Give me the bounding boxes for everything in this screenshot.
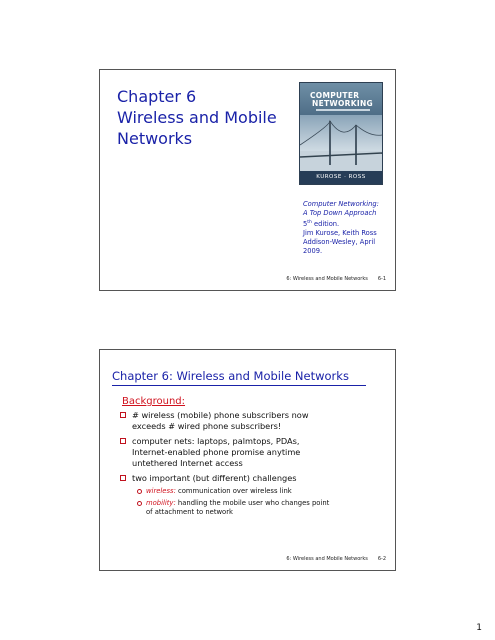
footer-label: 6: Wireless and Mobile Networks — [286, 276, 368, 282]
sub-bullet-item: mobility: handling the mobile user who changes point of attachment to network — [137, 499, 381, 516]
ref-book-line1: Computer Networking: — [303, 200, 379, 208]
slide-2-footer — [286, 556, 386, 562]
cover-subtitle-bar — [316, 109, 370, 111]
bridge-illustration — [300, 115, 382, 171]
bullet-item: # wireless (mobile) phone subscribers now exceeds # wired phone subscribers! — [120, 410, 382, 432]
footer-slide-number: 6-1 — [377, 276, 386, 282]
title-line: Wireless and Mobile — [117, 108, 277, 127]
cover-title-line2: NETWORKING — [312, 99, 373, 108]
ref-edition: 5th edition. — [303, 220, 340, 229]
circle-bullet-icon — [137, 501, 142, 506]
ref-publisher: Addison-Wesley, April — [303, 238, 376, 247]
ref-book-line2: A Top Down Approach — [303, 209, 377, 217]
footer-label: 6: Wireless and Mobile Networks — [286, 556, 368, 562]
square-bullet-icon — [120, 412, 126, 418]
page-number: 1 — [476, 623, 482, 633]
slide-2-title: Chapter 6: Wireless and Mobile Networks — [112, 369, 349, 383]
circle-bullet-icon — [137, 489, 142, 494]
slide-1-footer — [286, 276, 386, 282]
square-bullet-icon — [120, 438, 126, 444]
bullet-item: two important (but different) challenges — [120, 473, 382, 484]
bullet-item: computer nets: laptops, palmtops, PDAs, Internet-enabled phone promise anytime untethered Internet access — [120, 436, 382, 469]
ref-authors: Jim Kurose, Keith Ross — [303, 229, 377, 238]
sub-bullet-item: wireless: communication over wireless link — [137, 487, 381, 496]
slide-1-title — [117, 86, 287, 149]
book-cover-image — [299, 82, 383, 185]
title-underline-rule — [112, 385, 366, 386]
slide-2 — [99, 349, 396, 571]
cover-title-line1: COMPUTER — [310, 91, 360, 100]
book-reference — [303, 200, 393, 256]
slide-1 — [99, 69, 396, 291]
footer-slide-number: 6-2 — [377, 556, 386, 562]
slide-2-subtitle: Background: — [122, 396, 186, 407]
title-line: Networks — [117, 129, 193, 148]
cover-authors: KUROSE · ROSS — [300, 171, 382, 184]
title-line: Chapter 6 — [117, 87, 197, 106]
square-bullet-icon — [120, 475, 126, 481]
ref-year: 2009. — [303, 247, 323, 256]
